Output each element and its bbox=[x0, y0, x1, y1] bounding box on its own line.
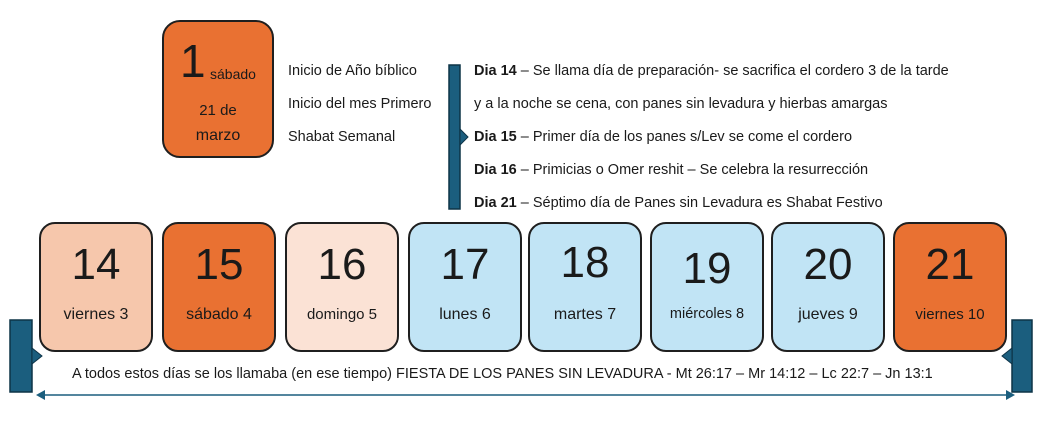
day-number: 15 bbox=[194, 240, 244, 289]
day-weekday: miércoles 8 bbox=[669, 306, 745, 322]
day-number: 17 bbox=[440, 240, 490, 289]
bracket-bar bbox=[448, 64, 472, 212]
day-card-20 bbox=[771, 222, 885, 352]
day-card-19 bbox=[650, 222, 764, 352]
day-number: 19 bbox=[682, 244, 732, 293]
info-line: Shabat Semanal bbox=[288, 129, 396, 145]
day-number: 18 bbox=[560, 238, 610, 287]
note-line: Dia 21 – Séptimo día de Panes sin Levadura es Shabat Festivo bbox=[474, 195, 883, 211]
info-line: Inicio de Año bíblico bbox=[288, 63, 417, 79]
start-day-weekday: sábado bbox=[210, 66, 256, 82]
day-card-18 bbox=[528, 222, 642, 352]
start-date-card bbox=[162, 20, 274, 158]
start-day-number: 1 bbox=[180, 35, 206, 87]
note-line: Dia 15 – Primer día de los panes s/Lev se come el cordero bbox=[474, 129, 853, 145]
day-weekday: lunes 6 bbox=[439, 306, 491, 323]
day-card-14 bbox=[39, 222, 153, 352]
day-number: 14 bbox=[71, 240, 121, 289]
day-weekday: viernes 10 bbox=[915, 306, 985, 323]
day-weekday: domingo 5 bbox=[306, 306, 378, 323]
day-card-21 bbox=[893, 222, 1007, 352]
day-weekday: jueves 9 bbox=[798, 306, 858, 323]
note-line: y a la noche se cena, con panes sin levadura y hierbas amargas bbox=[474, 96, 888, 112]
day-number: 16 bbox=[317, 240, 367, 289]
day-card-16 bbox=[285, 222, 399, 352]
note-line: Dia 16 – Primicias o Omer reshit – Se celebra la resurrección bbox=[474, 162, 869, 178]
footer-text: A todos estos días se los llamaba (en ese tiempo) FIESTA DE LOS PANES SIN LEVADURA - Mt 26:17 – Mr 14:12 – Lc 22:7 – Jn 13:1 bbox=[72, 366, 933, 382]
day-weekday: viernes 3 bbox=[63, 306, 129, 323]
day-number: 20 bbox=[803, 240, 853, 289]
info-line: Inicio del mes Primero bbox=[288, 96, 432, 112]
day-number: 21 bbox=[925, 240, 975, 289]
day-weekday: martes 7 bbox=[553, 306, 617, 323]
note-line: Dia 14 – Se llama día de preparación- se sacrifica el cordero 3 de la tarde bbox=[474, 63, 949, 79]
left-marker-icon bbox=[8, 318, 48, 396]
start-date-line1: 21 de bbox=[199, 102, 237, 119]
start-date-line2: marzo bbox=[195, 127, 241, 144]
right-marker-icon bbox=[998, 318, 1036, 396]
day-weekday: sábado 4 bbox=[186, 306, 252, 323]
day-card-17 bbox=[408, 222, 522, 352]
day-card-15 bbox=[162, 222, 276, 352]
span-arrow bbox=[36, 388, 1016, 402]
